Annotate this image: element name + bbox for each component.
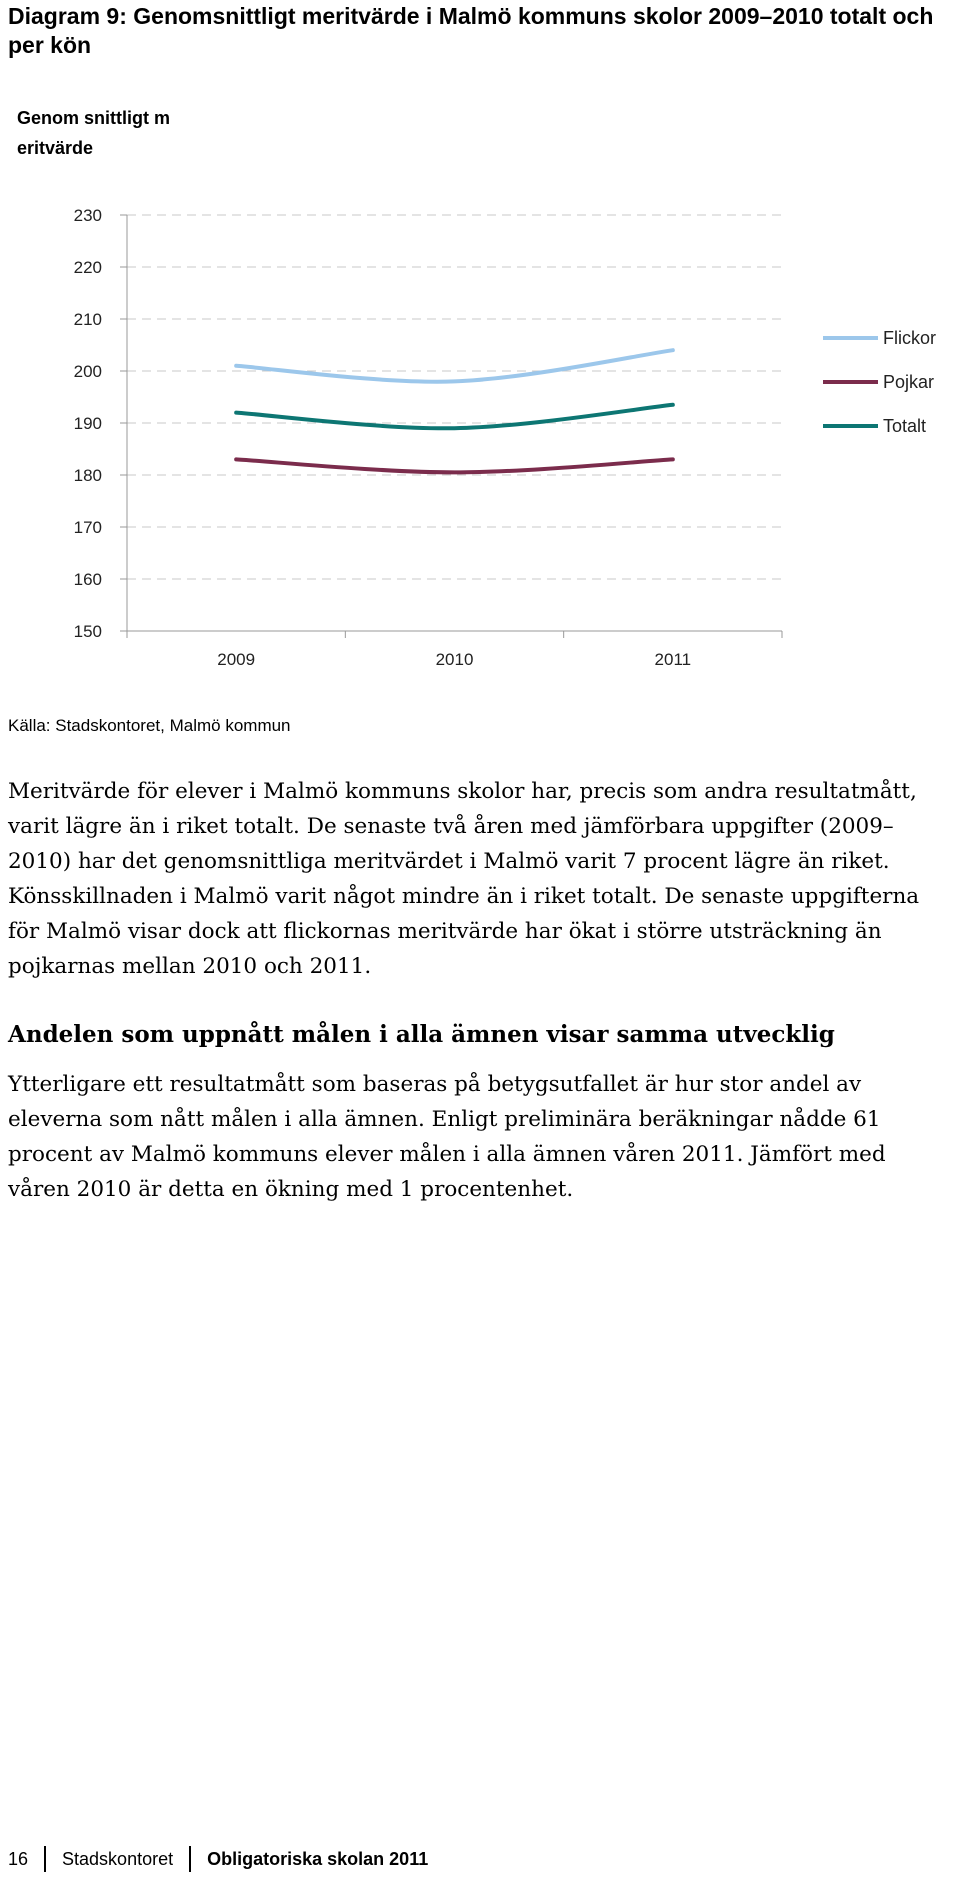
- y-tick-label: 200: [73, 362, 102, 381]
- y-tick-label: 150: [73, 622, 102, 641]
- y-tick-label: 160: [73, 570, 102, 589]
- footer-divider: [189, 1846, 191, 1872]
- legend-label-totalt: Totalt: [883, 416, 927, 436]
- y-tick-label: 210: [73, 310, 102, 329]
- body-paragraph-2: Ytterligare ett resultatmått som baseras på betygsutfallet är hur stor andel av eleverna som nått målen i alla ämnen. Enligt preliminära beräkningar nådde 61 procent av Malmö kommuns elever målen i alla ämnen våren 2011. Jämfört med våren 2010 är detta en ökning med 1 procentenhet.: [8, 1072, 886, 1202]
- series-line-pojkar: [236, 459, 673, 472]
- series-line-flickor: [236, 350, 673, 381]
- page-footer: [8, 1845, 428, 1873]
- x-tick-label: 2010: [435, 650, 474, 669]
- body-paragraph-1: Meritvärde för elever i Malmö kommuns skolor har, precis som andra resultatmått, varit lägre än i riket totalt. De senaste två åren med jämförbara uppgifter (2009– 2010) har det genomsnittliga meritvärdet i Malmö varit 7 procent lägre än riket. Könsskillnaden i Malmö varit något mindre än i riket totalt. De senaste uppgifterna för Malmö visar dock att flickornas meritvärde har ökat i större utsträckning än pojkarnas mellan 2010 och 2011.: [8, 779, 920, 979]
- page-number: 16: [8, 1848, 29, 1869]
- x-tick-label: 2011: [654, 650, 692, 669]
- section-heading: Andelen som uppnått målen i alla ämnen visar samma utvecklig: [8, 1021, 835, 1048]
- y-tick-label: 170: [73, 518, 102, 537]
- y-tick-label: 190: [73, 414, 102, 433]
- footer-divider: [44, 1846, 46, 1872]
- series-lines: [236, 350, 673, 472]
- legend-label-flickor: Flickor: [883, 328, 936, 348]
- series-line-totalt: [236, 405, 673, 428]
- x-tick-label: 2009: [217, 650, 256, 669]
- y-axis-label: Genom snittligt m eritvärde: [17, 108, 170, 158]
- chart-title: Diagram 9: Genomsnittligt meritvärde i Malmö kommuns skolor 2009–2010 totalt och per kön: [8, 3, 934, 58]
- footer-department: Stadskontoret: [62, 1848, 174, 1869]
- legend: [823, 328, 936, 436]
- y-tick-label: 180: [73, 466, 102, 485]
- axes: [74, 206, 782, 669]
- y-tick-label: 220: [73, 258, 102, 277]
- gridlines: [127, 215, 782, 579]
- source-note: Källa: Stadskontoret, Malmö kommun: [8, 716, 291, 735]
- footer-publication: Obligatoriska skolan 2011: [207, 1848, 429, 1869]
- legend-label-pojkar: Pojkar: [883, 372, 935, 392]
- line-chart: [0, 195, 960, 685]
- y-tick-label: 230: [73, 206, 102, 225]
